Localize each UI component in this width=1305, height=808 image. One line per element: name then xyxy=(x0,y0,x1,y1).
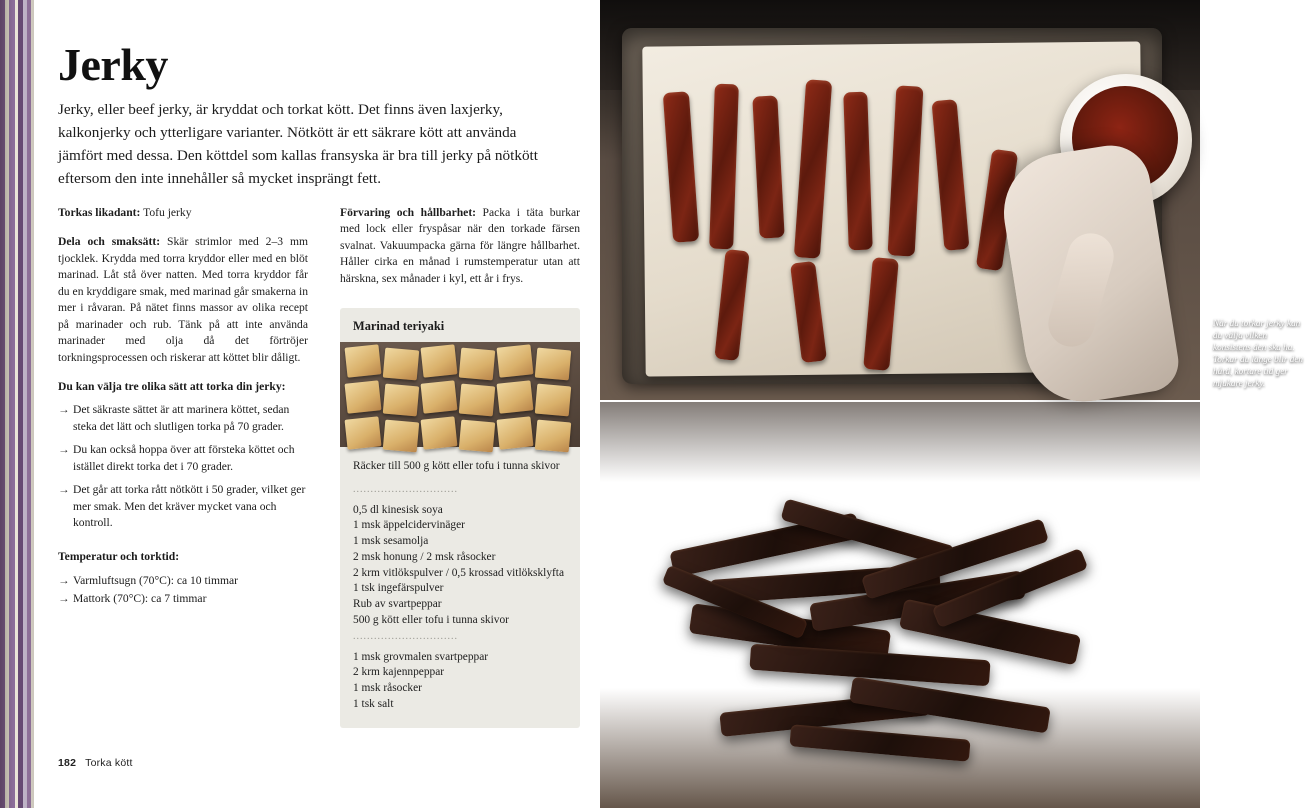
recipe-card-photo xyxy=(340,342,580,447)
forvaring-label: Förvaring och hållbarhet: xyxy=(340,206,477,219)
photo-oven-tray xyxy=(600,0,1304,400)
photo-dried-jerky xyxy=(600,402,1200,808)
tofu-piece xyxy=(421,344,458,377)
tofu-piece xyxy=(383,348,419,381)
chapter-label: Torka kött xyxy=(85,757,133,769)
tofu-piece xyxy=(345,380,382,413)
recipe-card-title: Marinad teriyaki xyxy=(353,319,445,333)
text-page xyxy=(34,0,600,808)
tofu-piece xyxy=(497,380,534,413)
ways-item-text: Du kan också hoppa över att försteka köttet och istället direkt torka det i 70 grader. xyxy=(73,443,295,473)
ingredient: 2 msk honung / 2 msk råsocker xyxy=(353,550,496,563)
torkas-likadant-label: Torkas likadant: xyxy=(58,206,141,219)
temperature-item-text: Varmluftsugn (70°C): ca 10 timmar xyxy=(73,573,238,587)
ways-list xyxy=(58,402,308,531)
tofu-piece xyxy=(459,384,495,417)
ingredient: 1 tsk ingefärspulver xyxy=(353,582,444,595)
left-text-column xyxy=(58,205,308,621)
arrow-icon: → xyxy=(58,403,70,417)
tofu-piece xyxy=(497,344,534,377)
spine-shading xyxy=(0,0,34,808)
ingredient: 1 msk äppelcidervinäger xyxy=(353,519,465,532)
tofu-piece xyxy=(535,420,571,453)
tofu-piece xyxy=(535,384,571,417)
recipe-card-body xyxy=(340,447,580,723)
arrow-icon: → xyxy=(58,483,70,497)
recipe-lead: Räcker till 500 g kött eller tofu i tunna skivor xyxy=(353,460,560,472)
forvaring-text: Packa i täta burkar med lock eller fryspåsar när den torkade färsen svalnat. Vakuumpacka gärna för längre hållbarhet. Håller cirka en månad i rumstemperatur utan att härskna, sex månader i kyl, ett år i frys. xyxy=(340,206,580,285)
list-item xyxy=(58,402,308,435)
forvaring-block xyxy=(340,205,580,287)
recipe-card xyxy=(340,308,580,728)
list-item xyxy=(58,591,308,607)
ingredient: Rub av svartpeppar xyxy=(353,598,442,611)
page-title: Jerky xyxy=(58,39,168,90)
tofu-piece xyxy=(459,348,495,381)
ingredient: 500 g kött eller tofu i tunna skivor xyxy=(353,613,509,626)
rub-ingredient: 1 msk råsocker xyxy=(353,682,422,695)
ways-heading: Du kan välja tre olika sätt att torka din jerky: xyxy=(58,380,286,394)
list-item xyxy=(58,482,308,531)
list-item xyxy=(58,442,308,475)
tofu-piece xyxy=(383,384,419,417)
tofu-piece xyxy=(535,348,571,381)
temperature-item-text: Mattork (70°C): ca 7 timmar xyxy=(73,592,207,606)
tofu-piece xyxy=(421,416,458,449)
dela-och-smaksatt-block xyxy=(58,234,308,366)
temperature-list xyxy=(58,573,308,608)
intro-paragraph: Jerky, eller beef jerky, är kryddat och torkat kött. Det finns även laxjerky, kalkonjerky och ytterligare varianter. Nötkött är ett säkrare kött att använda jämfört med dessa. Den köttdel som kallas fransyska är bra till jerky på nötkött eftersom den inte innehåller så mycket insprängt fett. xyxy=(58,101,538,188)
torkas-likadant-block xyxy=(58,205,308,221)
board-top-shadow xyxy=(600,402,1200,482)
arrow-icon: → xyxy=(58,592,70,606)
rub-ingredient: 1 tsk salt xyxy=(353,697,394,710)
tofu-piece xyxy=(421,380,458,413)
ways-item-text: Det säkraste sättet är att marinera köttet, sedan steka det lätt och slutligen torka på 70 grader. xyxy=(73,403,290,433)
rub-ingredient: 1 msk grovmalen svartpeppar xyxy=(353,650,489,663)
page-number: 182 xyxy=(58,757,77,769)
right-text-column xyxy=(340,205,580,300)
recipe-divider-2: .............................. xyxy=(353,630,458,642)
ingredient: 2 krm vitlökspulver / 0,5 krossad vitlöksklyfta xyxy=(353,566,565,579)
recipe-divider: .............................. xyxy=(353,483,458,495)
tofu-piece xyxy=(345,416,382,449)
tofu-piece xyxy=(497,416,534,449)
tofu-piece xyxy=(345,344,382,377)
folio xyxy=(58,757,133,769)
rub-ingredient: 2 krm kajennpeppar xyxy=(353,666,445,679)
photo-caption: När du torkar jerky kan du välja vilken konsistens den ska ha. Torkar du länge blir den hård, kortare tid ger mjukare jerky. xyxy=(1213,318,1304,388)
ingredient: 0,5 dl kinesisk soya xyxy=(353,503,443,516)
arrow-icon: → xyxy=(58,443,70,457)
arrow-icon: → xyxy=(58,573,70,587)
tofu-piece xyxy=(383,420,419,453)
ways-item-text: Det går att torka rått nötkött i 50 grader, vilket ger mer smak. Men det kräver mycket vana och kontroll. xyxy=(73,483,306,530)
list-item xyxy=(58,573,308,589)
ingredient: 1 msk sesamolja xyxy=(353,535,429,548)
tofu-piece xyxy=(459,420,495,453)
dela-och-smaksatt-label: Dela och smaksätt: xyxy=(58,235,161,249)
torkas-likadant-text: Tofu jerky xyxy=(140,206,192,219)
temperature-heading: Temperatur och torktid: xyxy=(58,550,180,564)
dela-och-smaksatt-text: Skär strimlor med 2–3 mm tjocklek. Krydda med torra kryddor eller med en blöt marinad. Låt stå över natten. Med torra kryddor får du en kryddigare smak, med marinad går smakerna in mer i råvaran. På nätet finns massor av olika recept på marinader och rub. Tänk på att inte använda marinader med olja då det förtröjer torkningsprocessen och riskerar att köttet blir dåligt. xyxy=(58,235,309,364)
spine-decoration xyxy=(0,0,34,808)
